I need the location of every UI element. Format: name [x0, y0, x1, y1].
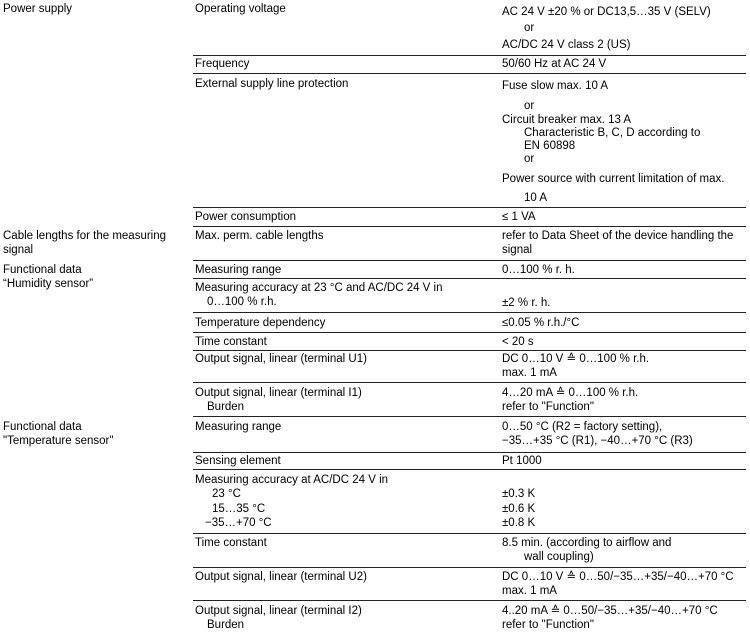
row-divider [193, 332, 746, 333]
param-humidity-time-constant: Time constant [195, 336, 267, 348]
row-divider [193, 382, 746, 383]
param-temperature-accuracy: Measuring accuracy at AC/DC 24 V in [195, 474, 389, 486]
param-output-u2: Output signal, linear (terminal U2) [195, 571, 367, 583]
value-temperature-time-constant-2: wall coupling) [524, 551, 594, 563]
value-output-i1-1: 4…20 mA ≙ 0…100 % r.h. [502, 387, 639, 399]
value-external-protection-or1: or [524, 100, 535, 112]
value-temperature-accuracy-1: ±0.3 K [502, 488, 536, 500]
section-temperature-line2: "Temperature sensor" [3, 435, 114, 447]
param-output-i1-burden: Burden [207, 401, 245, 413]
value-output-u1-1: DC 0…10 V ≙ 0…100 % r.h. [502, 353, 650, 365]
param-temperature-measuring-range: Measuring range [195, 421, 282, 433]
param-humidity-accuracy: Measuring accuracy at 23 °C and AC/DC 24 V in [195, 282, 443, 294]
row-divider [193, 260, 746, 261]
value-cable-lengths-2: signal [502, 244, 533, 256]
row-divider [193, 600, 746, 601]
row-divider [193, 278, 746, 279]
row-divider [193, 226, 746, 227]
value-external-protection-1: Fuse slow max. 10 A [502, 80, 609, 92]
value-external-protection-3: Characteristic B, C, D according to [524, 127, 701, 139]
value-temperature-measuring-range-1: 0…50 °C (R2 = factory setting), [502, 421, 663, 433]
value-sensing-element: Pt 1000 [502, 455, 542, 467]
value-output-i2-1: 4..20 mA ≙ 0…50/−35…+35/−40…+70 °C [502, 605, 718, 617]
param-output-i1: Output signal, linear (terminal I1) [195, 387, 362, 399]
row-divider [193, 207, 746, 208]
value-power-consumption: ≤ 1 VA [502, 211, 536, 223]
value-temperature-accuracy-3: ±0.8 K [502, 517, 536, 529]
param-external-protection: External supply line protection [195, 78, 349, 90]
value-external-protection-2: Circuit breaker max. 13 A [502, 114, 632, 126]
value-operating-voltage-2: AC/DC 24 V class 2 (US) [502, 39, 631, 51]
section-temperature: Functional data [3, 421, 82, 433]
row-divider [193, 567, 746, 568]
value-output-i1-2: refer to "Function" [502, 401, 594, 413]
value-output-u2-1: DC 0…10 V ≙ 0…50/−35…+35/−40…+70 °C [502, 571, 734, 583]
row-divider [193, 533, 746, 534]
value-humidity-time-constant: < 20 s [502, 336, 534, 348]
row-divider [193, 469, 746, 470]
param-sensing-element: Sensing element [195, 455, 281, 467]
value-external-protection-4: EN 60898 [524, 140, 576, 152]
value-operating-voltage-or: or [524, 22, 535, 34]
value-cable-lengths-1: refer to Data Sheet of the device handling the [502, 230, 734, 242]
param-operating-voltage: Operating voltage [195, 3, 286, 15]
value-frequency: 50/60 Hz at AC 24 V [502, 58, 607, 70]
param-output-u1: Output signal, linear (terminal U1) [195, 353, 367, 365]
section-cable-lengths: Cable lengths for the measuring [3, 230, 167, 242]
row-divider [193, 416, 746, 417]
param-cable-lengths: Max. perm. cable lengths [195, 230, 324, 242]
param-output-i2: Output signal, linear (terminal I2) [195, 605, 362, 617]
row-divider [193, 350, 746, 351]
row-divider [193, 312, 746, 313]
value-temperature-time-constant-1: 8.5 min. (according to airflow and [502, 537, 672, 549]
value-external-protection-or2: or [524, 153, 535, 165]
param-temperature-accuracy-15-35: 15…35 °C [212, 503, 266, 515]
value-humidity-measuring-range: 0…100 % r. h. [502, 264, 575, 276]
value-external-protection-5: Power source with current limitation of max. [502, 173, 725, 185]
section-power-supply: Power supply [3, 3, 73, 15]
param-humidity-accuracy-line2: 0…100 % r.h. [207, 296, 277, 308]
row-divider [193, 73, 746, 74]
row-divider [193, 55, 746, 56]
param-power-consumption: Power consumption [195, 211, 296, 223]
param-temperature-accuracy-23: 23 °C [212, 488, 241, 500]
section-cable-lengths-line2: signal [3, 244, 34, 256]
value-external-protection-6: 10 A [524, 192, 548, 204]
param-humidity-measuring-range: Measuring range [195, 264, 282, 276]
value-output-u2-2: max. 1 mA [502, 585, 557, 597]
param-frequency: Frequency [195, 58, 250, 70]
section-humidity-line2: “Humidity sensor” [3, 278, 94, 290]
param-temperature-dependency: Temperature dependency [195, 317, 326, 329]
section-humidity: Functional data [3, 264, 82, 276]
param-output-i2-burden: Burden [207, 619, 245, 631]
value-humidity-accuracy: ±2 % r. h. [502, 297, 551, 309]
value-temperature-accuracy-2: ±0.6 K [502, 503, 536, 515]
row-divider [193, 452, 746, 453]
param-temperature-time-constant: Time constant [195, 537, 267, 549]
value-operating-voltage-1: AC 24 V ±20 % or DC13,5…35 V (SELV) [502, 6, 711, 18]
value-output-u1-2: max. 1 mA [502, 367, 557, 379]
param-temperature-accuracy-35-70: −35…+70 °C [205, 517, 272, 529]
value-temperature-measuring-range-2: −35…+35 °C (R1), −40…+70 °C (R3) [502, 435, 693, 447]
value-temperature-dependency: ≤0.05 % r.h./°C [502, 317, 580, 329]
value-output-i2-2: refer to "Function" [502, 619, 594, 631]
